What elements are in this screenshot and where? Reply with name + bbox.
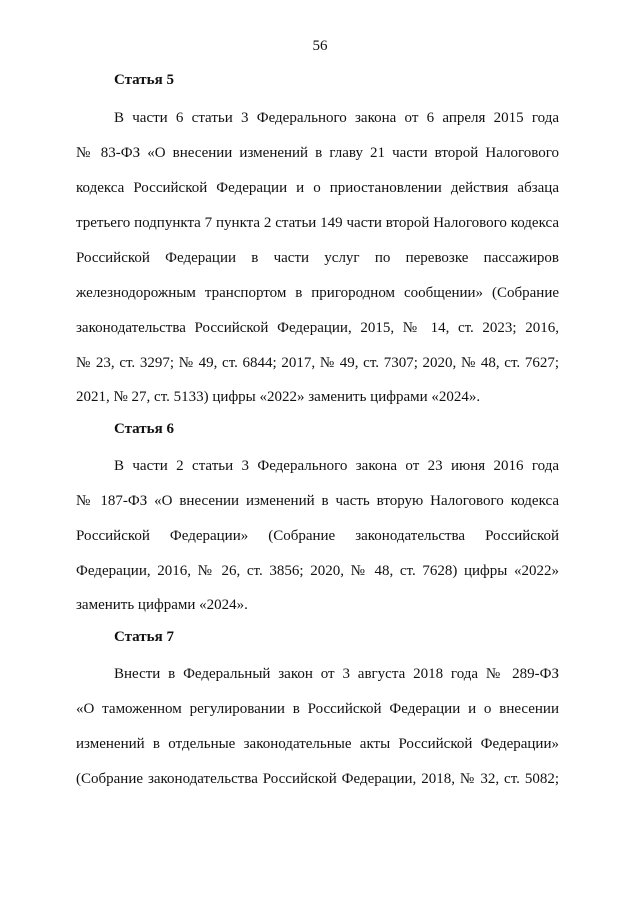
- article-5-line-4: третьего подпункта 7 пункта 2 статьи 149 части второй Налогового кодекса: [76, 215, 559, 231]
- article-5-line-7: законодательства Российской Федерации, 2015, № 14, ст. 2023; 2016,: [76, 320, 559, 336]
- article-6-line-3: Российской Федерации» (Собрание законодательства Российской: [76, 528, 559, 544]
- article-7-line-3: изменений в отдельные законодательные акты Российской Федерации»: [76, 736, 559, 752]
- article-5-line-9: 2021, № 27, ст. 5133) цифры «2022» заменить цифрами «2024».: [76, 389, 481, 405]
- article-7-line-2: «О таможенном регулировании в Российской Федерации и о внесении: [76, 701, 559, 717]
- article-6-line-2: № 187-ФЗ «О внесении изменений в часть вторую Налогового кодекса: [76, 493, 559, 509]
- article-6-heading: Статья 6: [114, 421, 174, 437]
- article-5-line-6: железнодорожным транспортом в пригородном сообщении» (Собрание: [76, 285, 559, 301]
- article-6-line-5: заменить цифрами «2024».: [76, 597, 248, 613]
- article-5-line-5: Российской Федерации в части услуг по перевозке пассажиров: [76, 250, 559, 266]
- article-5-line-1: В части 6 статьи 3 Федерального закона от 6 апреля 2015 года: [114, 110, 559, 126]
- page-number: 56: [312, 38, 328, 54]
- article-6-line-1: В части 2 статьи 3 Федерального закона от 23 июня 2016 года: [114, 458, 559, 474]
- article-5-line-3: кодекса Российской Федерации и о приостановлении действия абзаца: [76, 180, 559, 196]
- article-7-line-1: Внести в Федеральный закон от 3 августа 2018 года № 289-ФЗ: [114, 666, 559, 682]
- article-5-heading: Статья 5: [114, 72, 174, 88]
- article-5-line-2: № 83-ФЗ «О внесении изменений в главу 21 части второй Налогового: [76, 145, 559, 161]
- article-7-heading: Статья 7: [114, 629, 174, 645]
- article-6-line-4: Федерации, 2016, № 26, ст. 3856; 2020, № 48, ст. 7628) цифры «2022»: [76, 563, 559, 579]
- article-5-line-8: № 23, ст. 3297; № 49, ст. 6844; 2017, № 49, ст. 7307; 2020, № 48, ст. 7627;: [76, 355, 559, 371]
- article-7-line-4: (Собрание законодательства Российской Федерации, 2018, № 32, ст. 5082;: [76, 771, 559, 787]
